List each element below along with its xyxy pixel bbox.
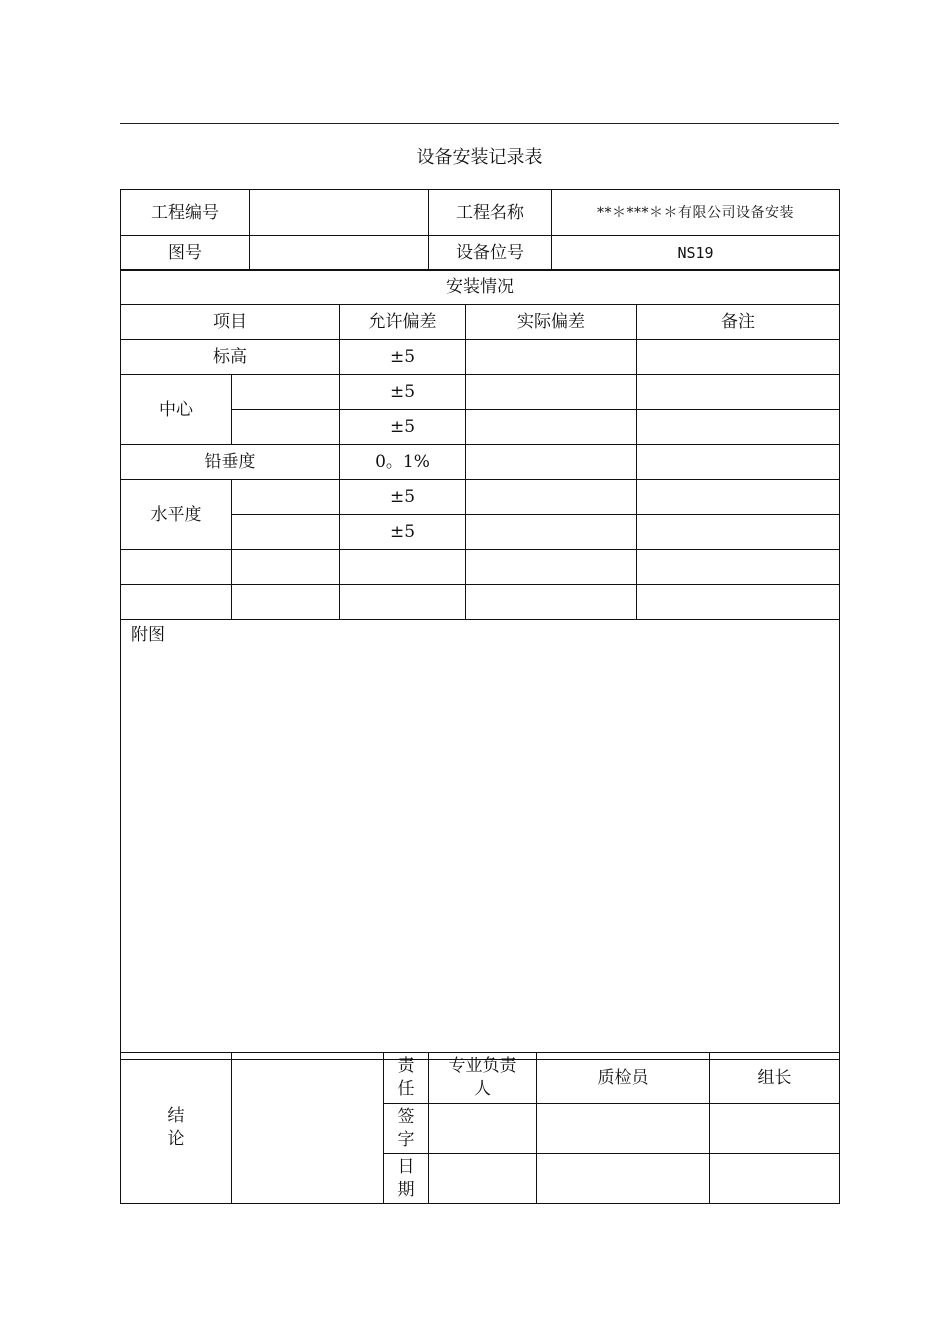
install-section-row <box>121 270 840 305</box>
center-tolerance-2: ±5 <box>340 410 466 445</box>
row-blank-1 <box>121 550 840 585</box>
level-label: 水平度 <box>121 480 232 550</box>
col-header-actual: 实际偏差 <box>466 305 637 340</box>
level-tolerance-2: ±5 <box>340 515 466 550</box>
conclusion-label: 结 论 <box>121 1053 232 1204</box>
conclusion-row-responsibility <box>121 1053 840 1104</box>
install-section-title: 安装情况 <box>121 270 840 305</box>
position-label: 设备位号 <box>429 236 552 271</box>
row-center-1 <box>121 375 840 410</box>
figure-area[interactable] <box>121 620 840 1060</box>
blank-cell[interactable] <box>637 550 840 585</box>
blank-cell[interactable] <box>232 550 340 585</box>
center-sub-2[interactable] <box>232 410 340 445</box>
col-header-tolerance: 允许偏差 <box>340 305 466 340</box>
conclusion-content[interactable] <box>232 1053 384 1204</box>
drawing-no-label: 图号 <box>121 236 250 271</box>
elevation-tolerance: ±5 <box>340 340 466 375</box>
header-row-1 <box>121 190 840 236</box>
date-lead[interactable] <box>429 1154 537 1204</box>
col-header-item: 项目 <box>121 305 340 340</box>
level-remark-1[interactable] <box>637 480 840 515</box>
level-actual-1[interactable] <box>466 480 637 515</box>
row-level-1 <box>121 480 840 515</box>
blank-cell[interactable] <box>466 550 637 585</box>
header-table <box>120 189 840 271</box>
position-value[interactable]: NS19 <box>552 236 840 271</box>
verticality-actual[interactable] <box>466 445 637 480</box>
blank-cell[interactable] <box>637 585 840 620</box>
date-label: 日 期 <box>384 1154 429 1204</box>
signature-team-leader[interactable] <box>710 1104 840 1154</box>
center-sub-1[interactable] <box>232 375 340 410</box>
conclusion-table <box>120 1052 840 1204</box>
project-no-value[interactable] <box>250 190 429 236</box>
level-remark-2[interactable] <box>637 515 840 550</box>
center-label: 中心 <box>121 375 232 445</box>
document-title: 设备安装记录表 <box>416 147 543 168</box>
blank-cell[interactable] <box>232 585 340 620</box>
install-table <box>120 269 840 1060</box>
elevation-label: 标高 <box>121 340 340 375</box>
date-team-leader[interactable] <box>710 1154 840 1204</box>
elevation-actual[interactable] <box>466 340 637 375</box>
center-remark-1[interactable] <box>637 375 840 410</box>
center-tolerance-1: ±5 <box>340 375 466 410</box>
level-actual-2[interactable] <box>466 515 637 550</box>
date-inspector[interactable] <box>537 1154 710 1204</box>
project-name-value[interactable]: **＊***＊＊有限公司设备安装 <box>552 190 840 236</box>
verticality-label: 铅垂度 <box>121 445 340 480</box>
blank-cell[interactable] <box>466 585 637 620</box>
row-verticality <box>121 445 840 480</box>
signature-lead[interactable] <box>429 1104 537 1154</box>
role-lead: 专业负责 人 <box>429 1053 537 1104</box>
project-no-label: 工程编号 <box>121 190 250 236</box>
signature-inspector[interactable] <box>537 1104 710 1154</box>
center-remark-2[interactable] <box>637 410 840 445</box>
row-elevation <box>121 340 840 375</box>
signature-label: 签 字 <box>384 1104 429 1154</box>
verticality-tolerance: 0。1% <box>340 445 466 480</box>
role-inspector: 质检员 <box>537 1053 710 1104</box>
top-rule <box>120 123 839 124</box>
elevation-remark[interactable] <box>637 340 840 375</box>
col-header-remark: 备注 <box>637 305 840 340</box>
level-sub-1[interactable] <box>232 480 340 515</box>
row-blank-2 <box>121 585 840 620</box>
level-sub-2[interactable] <box>232 515 340 550</box>
center-actual-1[interactable] <box>466 375 637 410</box>
install-column-header-row <box>121 305 840 340</box>
project-name-label: 工程名称 <box>429 190 552 236</box>
blank-cell[interactable] <box>121 550 232 585</box>
center-actual-2[interactable] <box>466 410 637 445</box>
header-row-2 <box>121 236 840 271</box>
role-team-leader: 组长 <box>710 1053 840 1104</box>
figure-label: 附图 <box>131 625 165 645</box>
level-tolerance-1: ±5 <box>340 480 466 515</box>
verticality-remark[interactable] <box>637 445 840 480</box>
blank-cell[interactable] <box>340 550 466 585</box>
blank-cell[interactable] <box>340 585 466 620</box>
responsibility-label: 责 任 <box>384 1053 429 1104</box>
drawing-no-value[interactable] <box>250 236 429 271</box>
row-figure <box>121 620 840 1060</box>
blank-cell[interactable] <box>121 585 232 620</box>
